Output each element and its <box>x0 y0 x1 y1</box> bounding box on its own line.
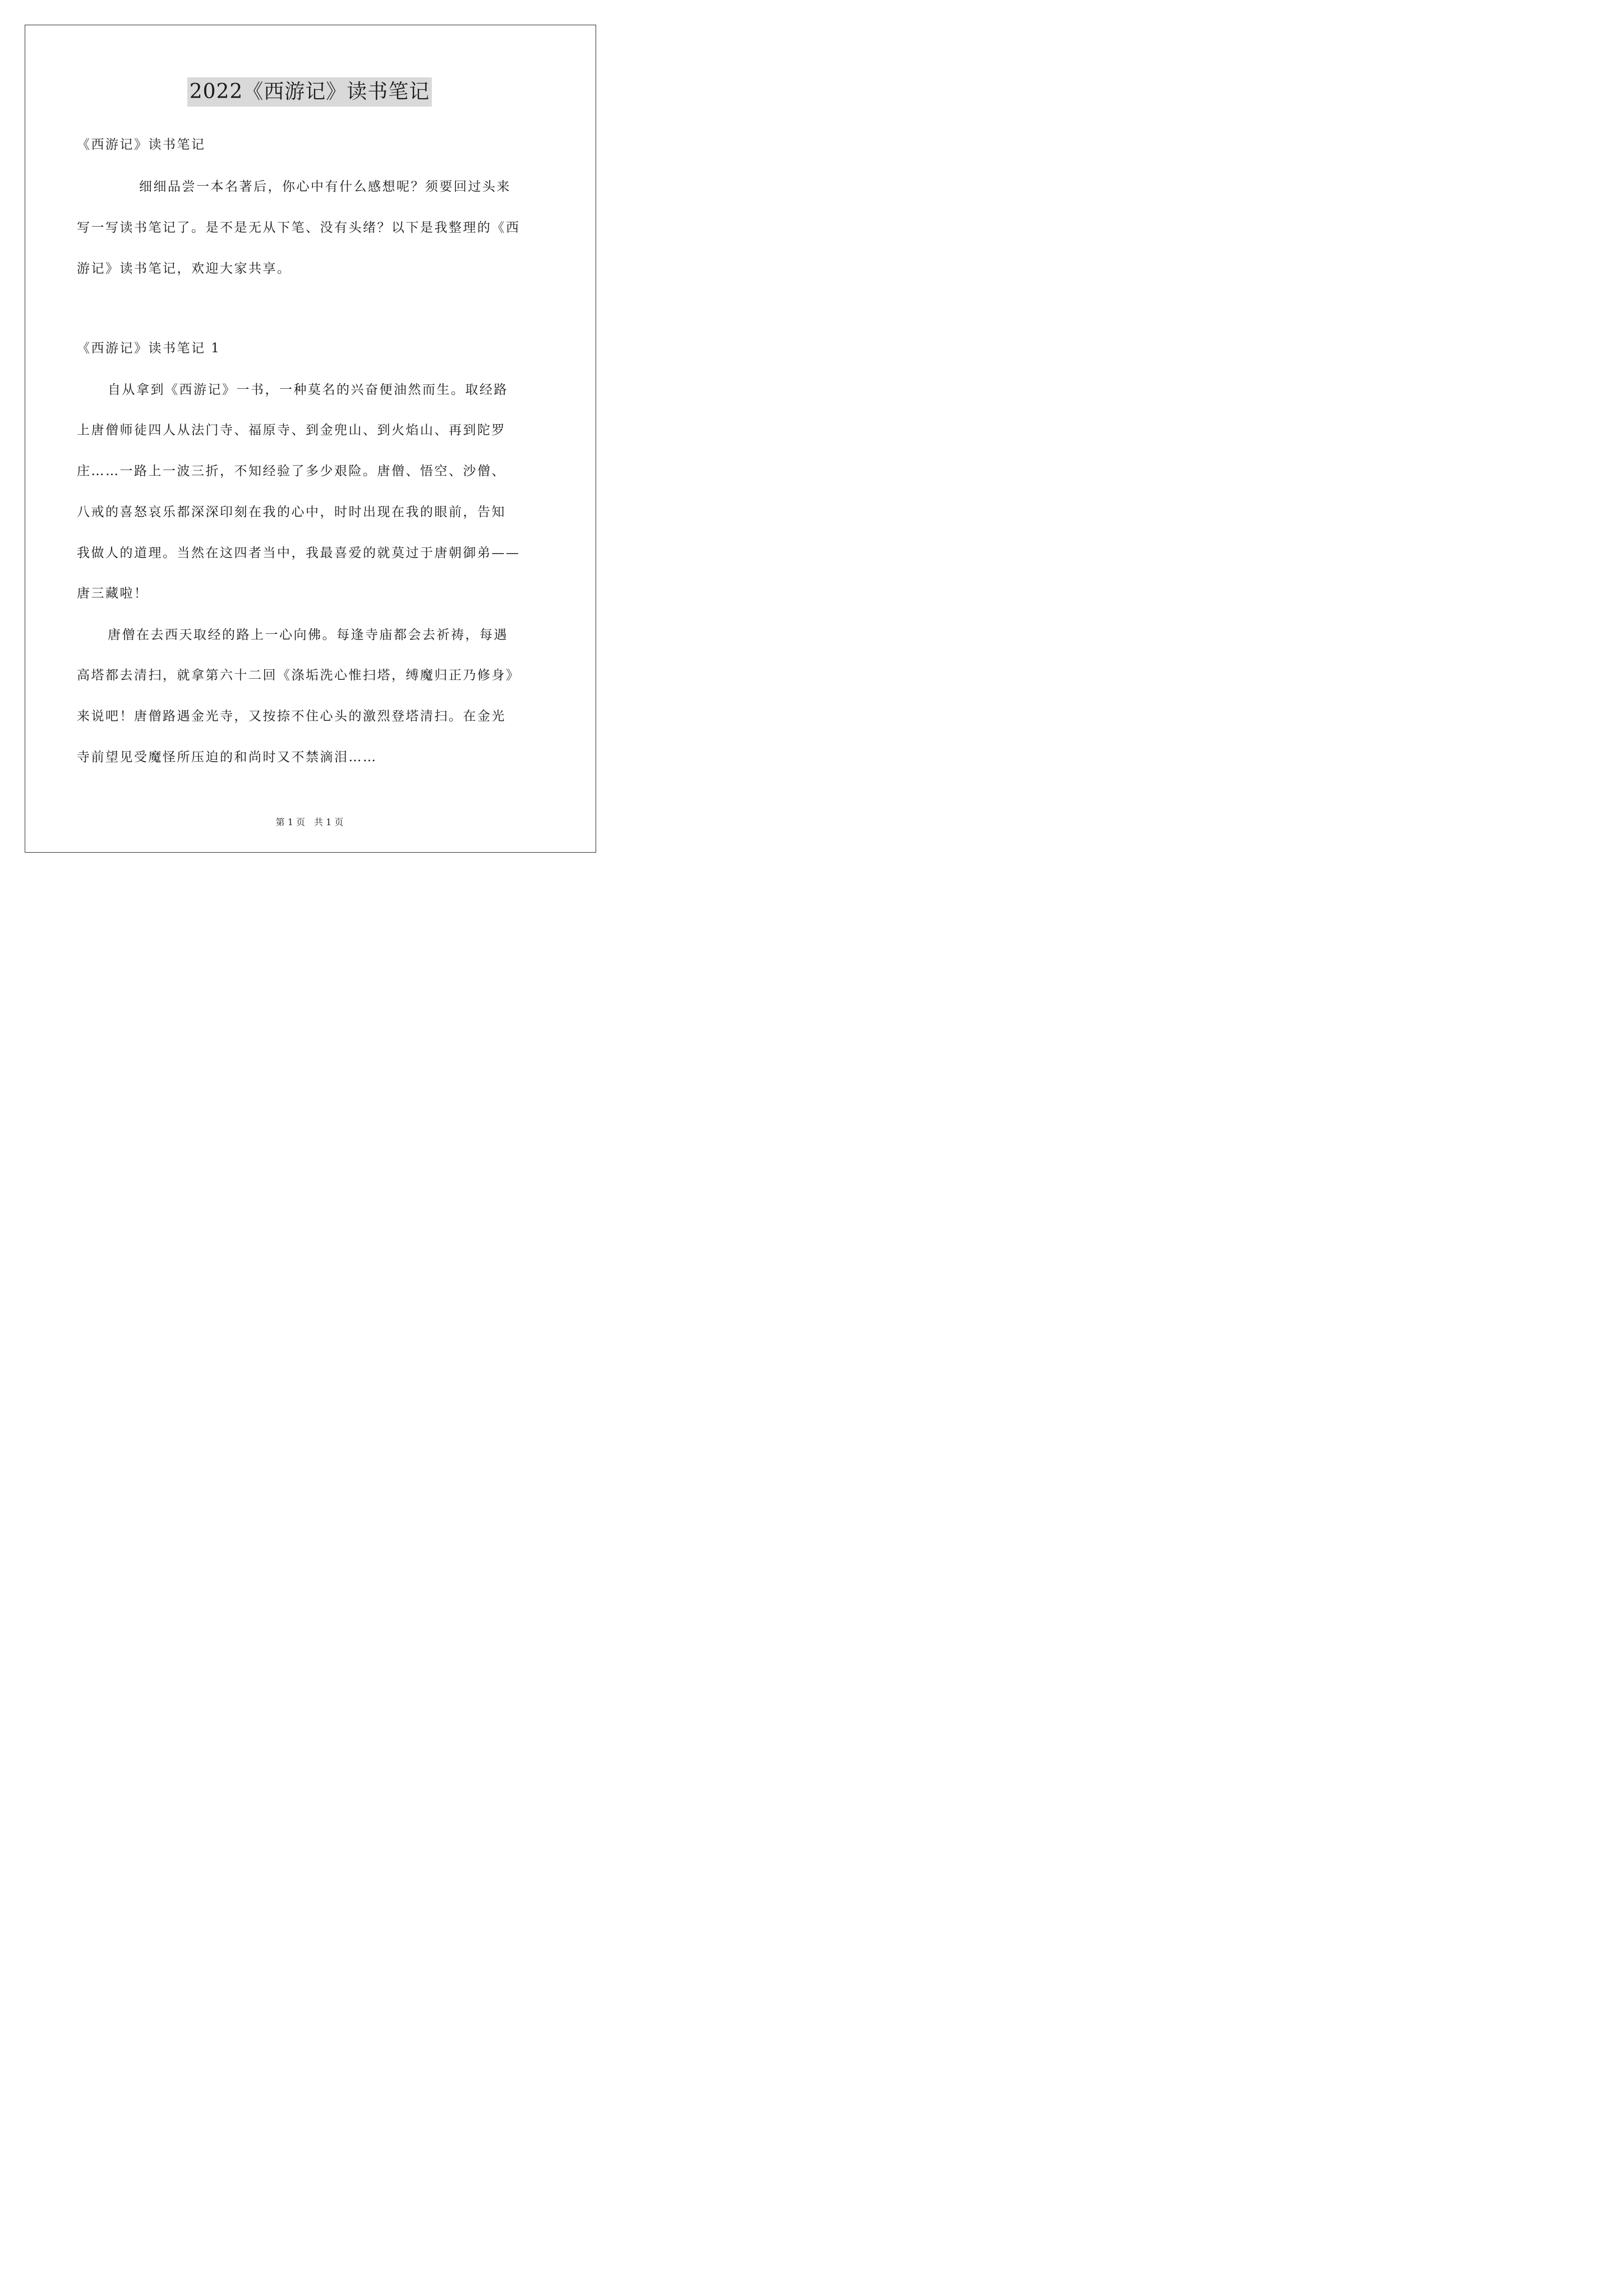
title-container <box>0 77 619 107</box>
paragraph-line: 庄……一路上一波三折，不知经验了多少艰险。唐僧、悟空、沙僧、 <box>77 464 506 478</box>
section-heading: 《西游记》读书笔记 1 <box>77 341 221 356</box>
document-title: 2022《西游记》读书笔记 <box>187 77 432 107</box>
paragraph-line: 我做人的道理。当然在这四者当中，我最喜爱的就莫过于唐朝御弟—— <box>77 546 520 560</box>
paragraph-line: 八戒的喜怒哀乐都深深印刻在我的心中，时时出现在我的眼前，告知 <box>77 505 506 519</box>
intro-line: 细细品尝一本名著后，你心中有什么感想呢？须要回过头来 <box>139 180 511 194</box>
paragraph-line: 高塔都去清扫，就拿第六十二回《涤垢洗心惟扫塔，缚魔归正乃修身》 <box>77 668 520 683</box>
intro-line: 游记》读书笔记，欢迎大家共享。 <box>77 261 292 276</box>
paragraph-line: 唐僧在去西天取经的路上一心向佛。每逢寺庙都会去祈祷，每遇 <box>108 628 508 642</box>
page-number-footer: 第 1 页 共 1 页 <box>275 817 344 827</box>
paragraph-line: 唐三藏啦！ <box>77 586 149 601</box>
paragraph-line: 来说吧！唐僧路遇金光寺，又按捺不住心头的激烈登塔清扫。在金光 <box>77 709 506 724</box>
intro-line: 写一写读书笔记了。是不是无从下笔、没有头绪？以下是我整理的《西 <box>77 220 520 235</box>
paragraph-line: 寺前望见受魔怪所压迫的和尚时又不禁滴泪…… <box>77 750 377 765</box>
subtitle: 《西游记》读书笔记 <box>77 137 206 152</box>
paragraph-line: 自从拿到《西游记》一书，一种莫名的兴奋便油然而生。取经路 <box>108 383 508 397</box>
paragraph-line: 上唐僧师徒四人从法门寺、福原寺、到金兜山、到火焰山、再到陀罗 <box>77 423 506 438</box>
